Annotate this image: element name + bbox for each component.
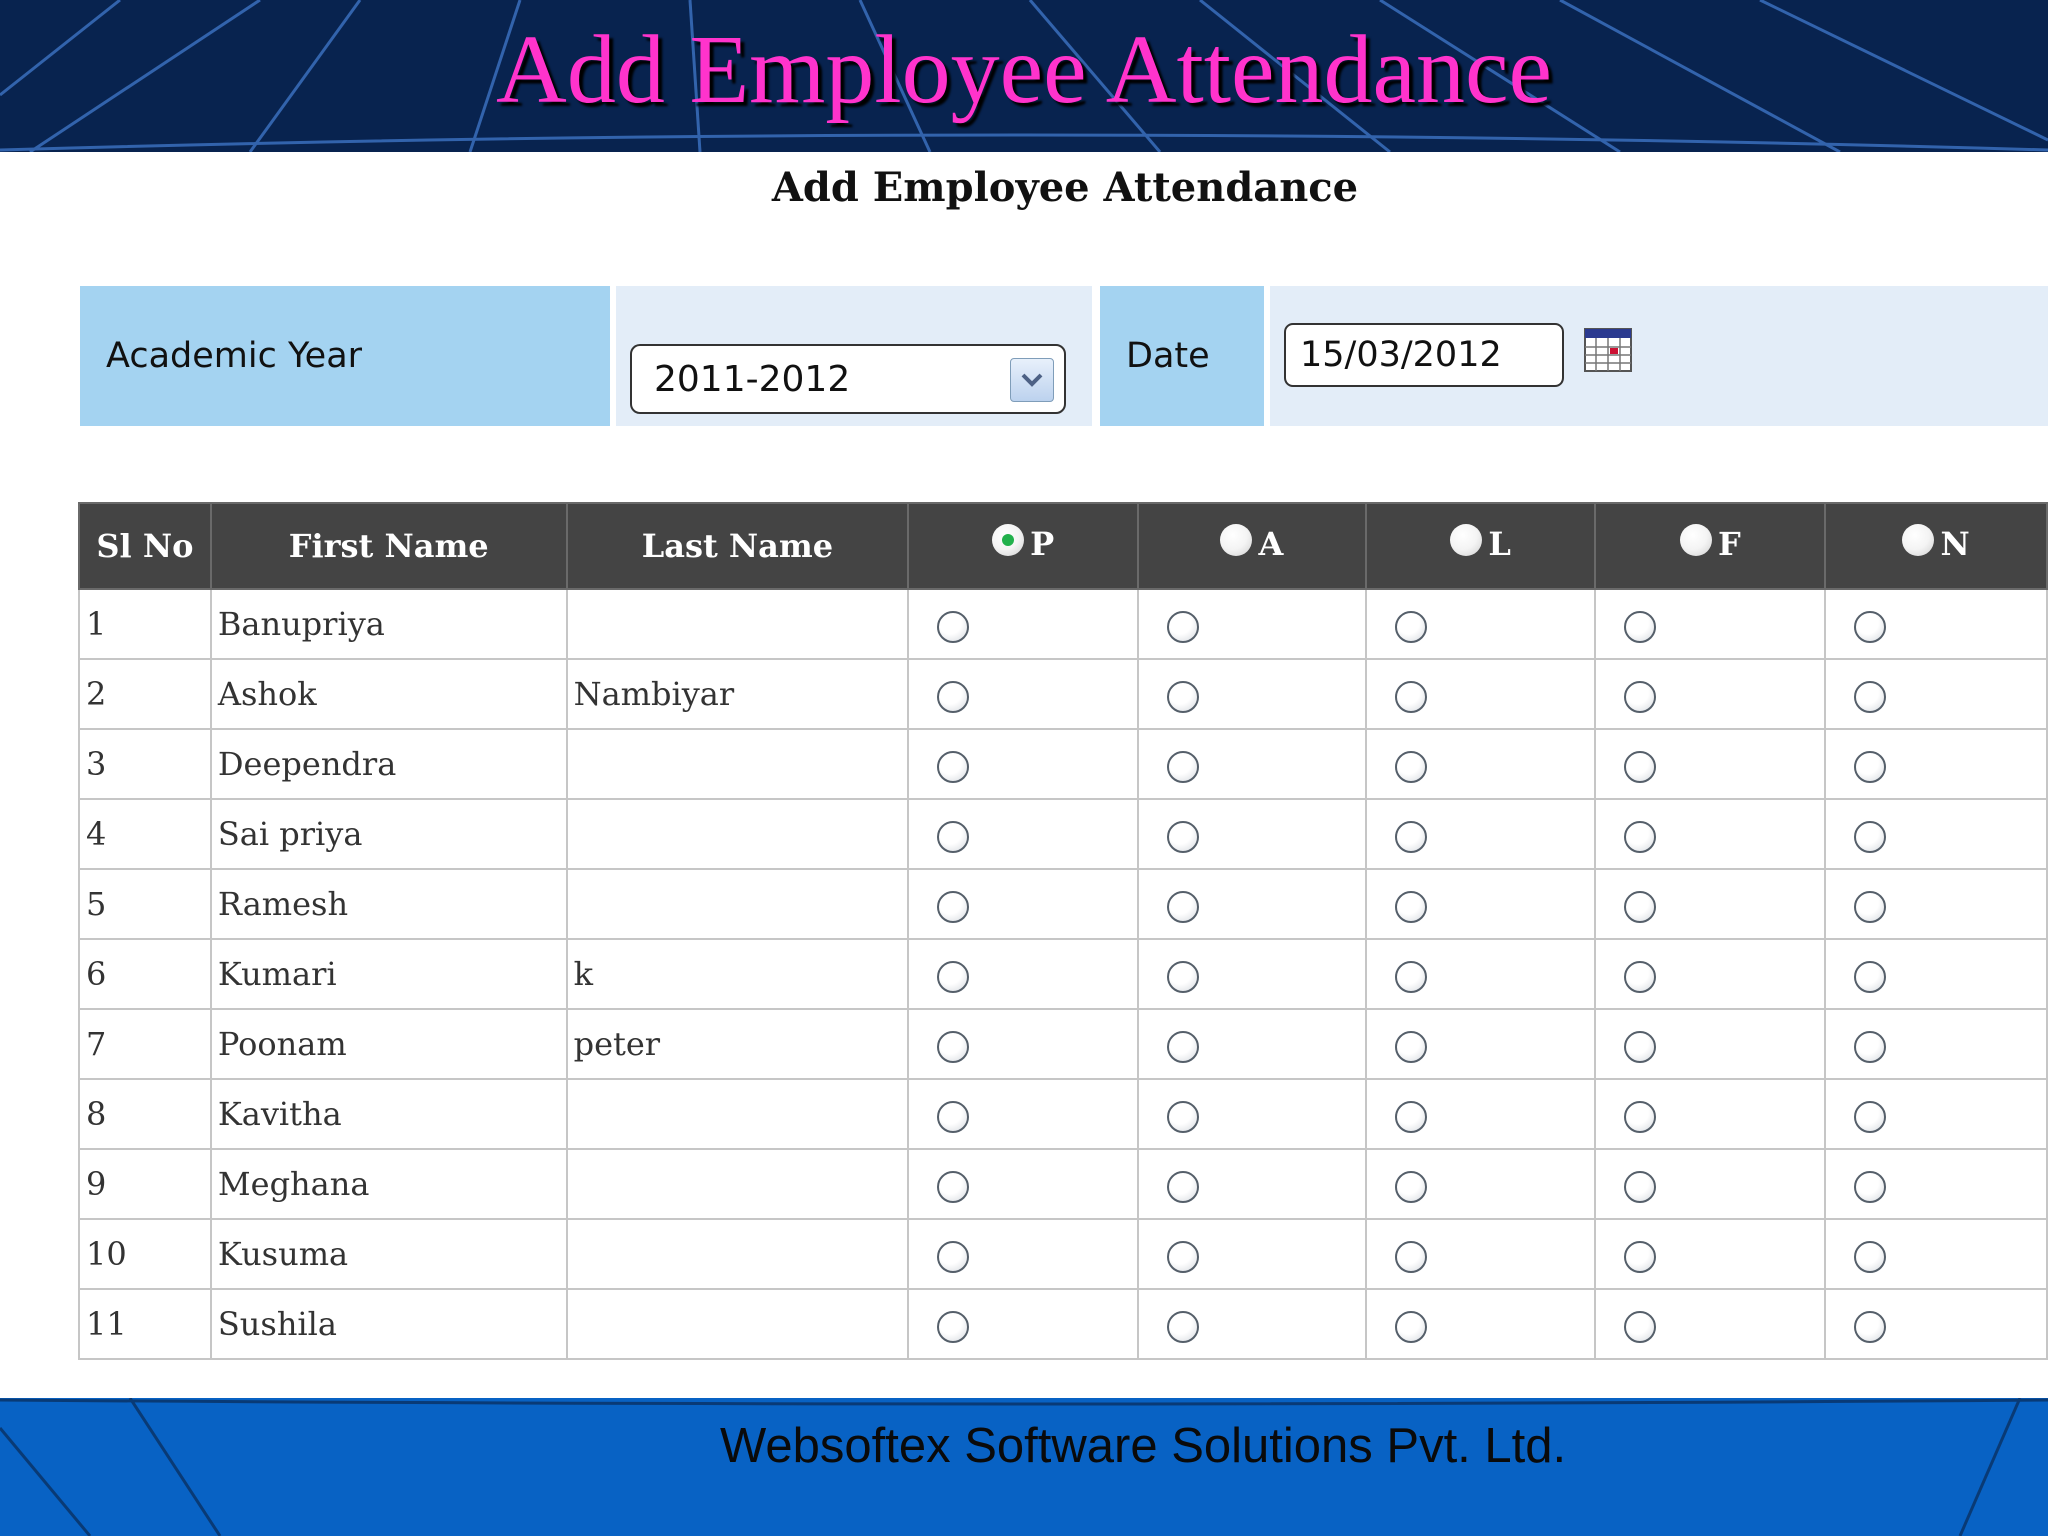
- date-label: Date: [1126, 336, 1210, 376]
- attendance-radio-l[interactable]: [1395, 821, 1427, 853]
- attendance-option-cell: [1366, 589, 1596, 659]
- attendance-table: [78, 502, 2048, 1360]
- company-name: Websoftex Software Solutions Pvt. Ltd.: [720, 1419, 1567, 1473]
- attendance-radio-l[interactable]: [1395, 681, 1427, 713]
- table-row: [79, 1289, 2047, 1359]
- sl-no-cell: 3: [79, 729, 211, 799]
- first-name-cell: Sushila: [211, 1289, 567, 1359]
- attendance-option-cell: [1595, 729, 1825, 799]
- attendance-radio-n[interactable]: [1854, 1031, 1886, 1063]
- attendance-radio-p[interactable]: [937, 821, 969, 853]
- academic-year-label-cell: [80, 286, 610, 426]
- last-name-cell: peter: [567, 1009, 909, 1079]
- table-row: [79, 659, 2047, 729]
- attendance-radio-a[interactable]: [1167, 891, 1199, 923]
- sl-no-cell: 4: [79, 799, 211, 869]
- attendance-radio-f[interactable]: [1624, 891, 1656, 923]
- attendance-option-cell: [1595, 659, 1825, 729]
- column-header-first-name: First Name: [211, 503, 567, 589]
- attendance-table-body: [79, 589, 2047, 1359]
- attendance-option-cell: [1366, 1079, 1596, 1149]
- attendance-radio-l[interactable]: [1395, 1241, 1427, 1273]
- attendance-option-cell: [1825, 1149, 2047, 1219]
- attendance-option-cell: [1825, 1289, 2047, 1359]
- last-name-cell: [567, 799, 909, 869]
- attendance-option-cell: [1366, 659, 1596, 729]
- table-row: [79, 869, 2047, 939]
- sl-no-cell: 10: [79, 1219, 211, 1289]
- attendance-radio-l[interactable]: [1395, 611, 1427, 643]
- attendance-option-cell: [1138, 1149, 1366, 1219]
- attendance-radio-a[interactable]: [1167, 961, 1199, 993]
- attendance-option-cell: [908, 1009, 1138, 1079]
- attendance-option-cell: [908, 659, 1138, 729]
- attendance-radio-f[interactable]: [1624, 611, 1656, 643]
- attendance-option-cell: [1595, 1009, 1825, 1079]
- attendance-option-cell: [1825, 1009, 2047, 1079]
- calendar-icon[interactable]: [1584, 328, 1632, 372]
- first-name-cell: Kusuma: [211, 1219, 567, 1289]
- sl-no-cell: 9: [79, 1149, 211, 1219]
- chevron-down-icon[interactable]: [1010, 358, 1054, 402]
- attendance-radio-l[interactable]: [1395, 1171, 1427, 1203]
- attendance-radio-f[interactable]: [1624, 1171, 1656, 1203]
- table-header-row: [79, 503, 2047, 589]
- attendance-option-cell: [1138, 799, 1366, 869]
- option-label-l: L: [1488, 524, 1511, 563]
- attendance-radio-n[interactable]: [1854, 681, 1886, 713]
- attendance-option-cell: [1825, 1079, 2047, 1149]
- attendance-radio-f[interactable]: [1624, 681, 1656, 713]
- attendance-radio-p[interactable]: [937, 751, 969, 783]
- sl-no-cell: 7: [79, 1009, 211, 1079]
- attendance-option-cell: [908, 729, 1138, 799]
- attendance-option-cell: [1825, 659, 2047, 729]
- attendance-option-cell: [908, 869, 1138, 939]
- last-name-cell: [567, 1289, 909, 1359]
- attendance-option-cell: [1138, 1289, 1366, 1359]
- attendance-radio-f[interactable]: [1624, 1031, 1656, 1063]
- attendance-option-cell: [1138, 1009, 1366, 1079]
- date-input[interactable]: [1284, 323, 1564, 387]
- attendance-option-cell: [1595, 869, 1825, 939]
- option-label-a: A: [1258, 524, 1284, 563]
- attendance-option-cell: [908, 1149, 1138, 1219]
- column-header-option-a: [1138, 503, 1366, 589]
- option-label-n: N: [1940, 524, 1970, 563]
- sl-no-cell: 6: [79, 939, 211, 1009]
- attendance-radio-f[interactable]: [1624, 821, 1656, 853]
- attendance-option-cell: [1366, 869, 1596, 939]
- attendance-radio-f[interactable]: [1624, 1311, 1656, 1343]
- attendance-radio-l[interactable]: [1395, 891, 1427, 923]
- attendance-radio-a[interactable]: [1167, 751, 1199, 783]
- attendance-radio-f[interactable]: [1624, 1101, 1656, 1133]
- attendance-option-cell: [1825, 729, 2047, 799]
- sl-no-cell: 1: [79, 589, 211, 659]
- attendance-radio-n[interactable]: [1854, 1171, 1886, 1203]
- attendance-option-cell: [1366, 939, 1596, 1009]
- last-name-cell: [567, 589, 909, 659]
- attendance-option-cell: [908, 1219, 1138, 1289]
- attendance-radio-f[interactable]: [1624, 961, 1656, 993]
- attendance-radio-n[interactable]: [1854, 1311, 1886, 1343]
- attendance-option-cell: [908, 939, 1138, 1009]
- last-name-cell: k: [567, 939, 909, 1009]
- attendance-option-cell: [1595, 1079, 1825, 1149]
- attendance-radio-l[interactable]: [1395, 751, 1427, 783]
- attendance-radio-p[interactable]: [937, 961, 969, 993]
- attendance-option-cell: [1138, 1219, 1366, 1289]
- sl-no-cell: 2: [79, 659, 211, 729]
- attendance-option-cell: [908, 1079, 1138, 1149]
- table-row: [79, 1009, 2047, 1079]
- attendance-radio-l[interactable]: [1395, 1031, 1427, 1063]
- last-name-cell: Nambiyar: [567, 659, 909, 729]
- attendance-radio-a[interactable]: [1167, 1101, 1199, 1133]
- attendance-option-cell: [1366, 1219, 1596, 1289]
- attendance-option-cell: [1366, 1289, 1596, 1359]
- attendance-radio-l[interactable]: [1395, 961, 1427, 993]
- attendance-radio-n[interactable]: [1854, 1241, 1886, 1273]
- academic-year-select[interactable]: [630, 344, 1066, 414]
- last-name-cell: [567, 1149, 909, 1219]
- column-header-option-f: [1595, 503, 1825, 589]
- attendance-radio-n[interactable]: [1854, 1101, 1886, 1133]
- attendance-radio-p[interactable]: [937, 1311, 969, 1343]
- attendance-option-cell: [1595, 799, 1825, 869]
- attendance-radio-a[interactable]: [1167, 1031, 1199, 1063]
- first-name-cell: Meghana: [211, 1149, 567, 1219]
- first-name-cell: Ashok: [211, 659, 567, 729]
- attendance-radio-f[interactable]: [1624, 1241, 1656, 1273]
- table-row: [79, 1149, 2047, 1219]
- attendance-radio-n[interactable]: [1854, 891, 1886, 923]
- table-row: [79, 799, 2047, 869]
- table-row: [79, 939, 2047, 1009]
- select-all-a-radio[interactable]: [1220, 524, 1252, 556]
- table-row: [79, 1219, 2047, 1289]
- attendance-option-cell: [1138, 589, 1366, 659]
- academic-year-label: Academic Year: [106, 336, 363, 376]
- attendance-option-cell: [1595, 1219, 1825, 1289]
- last-name-cell: [567, 1079, 909, 1149]
- attendance-radio-n[interactable]: [1854, 961, 1886, 993]
- attendance-option-cell: [908, 799, 1138, 869]
- first-name-cell: Kumari: [211, 939, 567, 1009]
- attendance-option-cell: [1595, 1149, 1825, 1219]
- column-header-option-l: [1366, 503, 1596, 589]
- attendance-option-cell: [1138, 729, 1366, 799]
- attendance-radio-n[interactable]: [1854, 821, 1886, 853]
- attendance-radio-p[interactable]: [937, 1031, 969, 1063]
- attendance-option-cell: [1825, 589, 2047, 659]
- select-all-p-radio[interactable]: [992, 524, 1024, 556]
- column-header-last-name: Last Name: [567, 503, 909, 589]
- attendance-radio-a[interactable]: [1167, 611, 1199, 643]
- attendance-radio-p[interactable]: [937, 891, 969, 923]
- select-all-f-radio[interactable]: [1680, 524, 1712, 556]
- attendance-option-cell: [1595, 589, 1825, 659]
- attendance-radio-l[interactable]: [1395, 1311, 1427, 1343]
- select-all-n-radio[interactable]: [1902, 524, 1934, 556]
- academic-year-value: 2011-2012: [654, 358, 851, 400]
- attendance-radio-a[interactable]: [1167, 821, 1199, 853]
- attendance-option-cell: [1366, 729, 1596, 799]
- attendance-option-cell: [908, 589, 1138, 659]
- attendance-option-cell: [1138, 659, 1366, 729]
- first-name-cell: Deependra: [211, 729, 567, 799]
- table-row: [79, 1079, 2047, 1149]
- column-header-option-p: [908, 503, 1138, 589]
- attendance-radio-n[interactable]: [1854, 611, 1886, 643]
- attendance-option-cell: [1825, 939, 2047, 1009]
- attendance-radio-f[interactable]: [1624, 751, 1656, 783]
- attendance-option-cell: [1138, 1079, 1366, 1149]
- page-title: Add Employee Attendance: [771, 164, 1359, 211]
- attendance-radio-a[interactable]: [1167, 681, 1199, 713]
- sl-no-cell: 8: [79, 1079, 211, 1149]
- sl-no-cell: 5: [79, 869, 211, 939]
- attendance-radio-l[interactable]: [1395, 1101, 1427, 1133]
- attendance-option-cell: [1825, 799, 2047, 869]
- attendance-option-cell: [1366, 799, 1596, 869]
- last-name-cell: [567, 869, 909, 939]
- first-name-cell: Banupriya: [211, 589, 567, 659]
- sl-no-cell: 11: [79, 1289, 211, 1359]
- attendance-radio-n[interactable]: [1854, 751, 1886, 783]
- attendance-option-cell: [1825, 1219, 2047, 1289]
- slide-title: Add Employee Attendance: [496, 16, 1552, 124]
- column-header-sl-no: Sl No: [79, 503, 211, 589]
- attendance-radio-a[interactable]: [1167, 1241, 1199, 1273]
- table-row: [79, 729, 2047, 799]
- slide-header-banner: [0, 0, 2048, 152]
- last-name-cell: [567, 729, 909, 799]
- attendance-radio-p[interactable]: [937, 1171, 969, 1203]
- attendance-radio-p[interactable]: [937, 1241, 969, 1273]
- date-value: 15/03/2012: [1300, 335, 1502, 375]
- first-name-cell: Kavitha: [211, 1079, 567, 1149]
- attendance-option-cell: [1138, 939, 1366, 1009]
- option-label-f: F: [1717, 524, 1741, 563]
- attendance-radio-p[interactable]: [937, 681, 969, 713]
- select-all-l-radio[interactable]: [1450, 524, 1482, 556]
- column-header-option-n: [1825, 503, 2047, 589]
- attendance-option-cell: [1366, 1009, 1596, 1079]
- attendance-option-cell: [908, 1289, 1138, 1359]
- first-name-cell: Sai priya: [211, 799, 567, 869]
- attendance-option-cell: [1595, 1289, 1825, 1359]
- attendance-option-cell: [1138, 869, 1366, 939]
- first-name-cell: Ramesh: [211, 869, 567, 939]
- attendance-option-cell: [1595, 939, 1825, 1009]
- attendance-option-cell: [1366, 1149, 1596, 1219]
- attendance-radio-p[interactable]: [937, 611, 969, 643]
- last-name-cell: [567, 1219, 909, 1289]
- date-label-cell: [1100, 286, 1264, 426]
- table-row: [79, 589, 2047, 659]
- option-label-p: P: [1030, 524, 1055, 563]
- attendance-radio-p[interactable]: [937, 1101, 969, 1133]
- attendance-radio-a[interactable]: [1167, 1311, 1199, 1343]
- attendance-radio-a[interactable]: [1167, 1171, 1199, 1203]
- first-name-cell: Poonam: [211, 1009, 567, 1079]
- slide-footer: [0, 1398, 2048, 1536]
- attendance-option-cell: [1825, 869, 2047, 939]
